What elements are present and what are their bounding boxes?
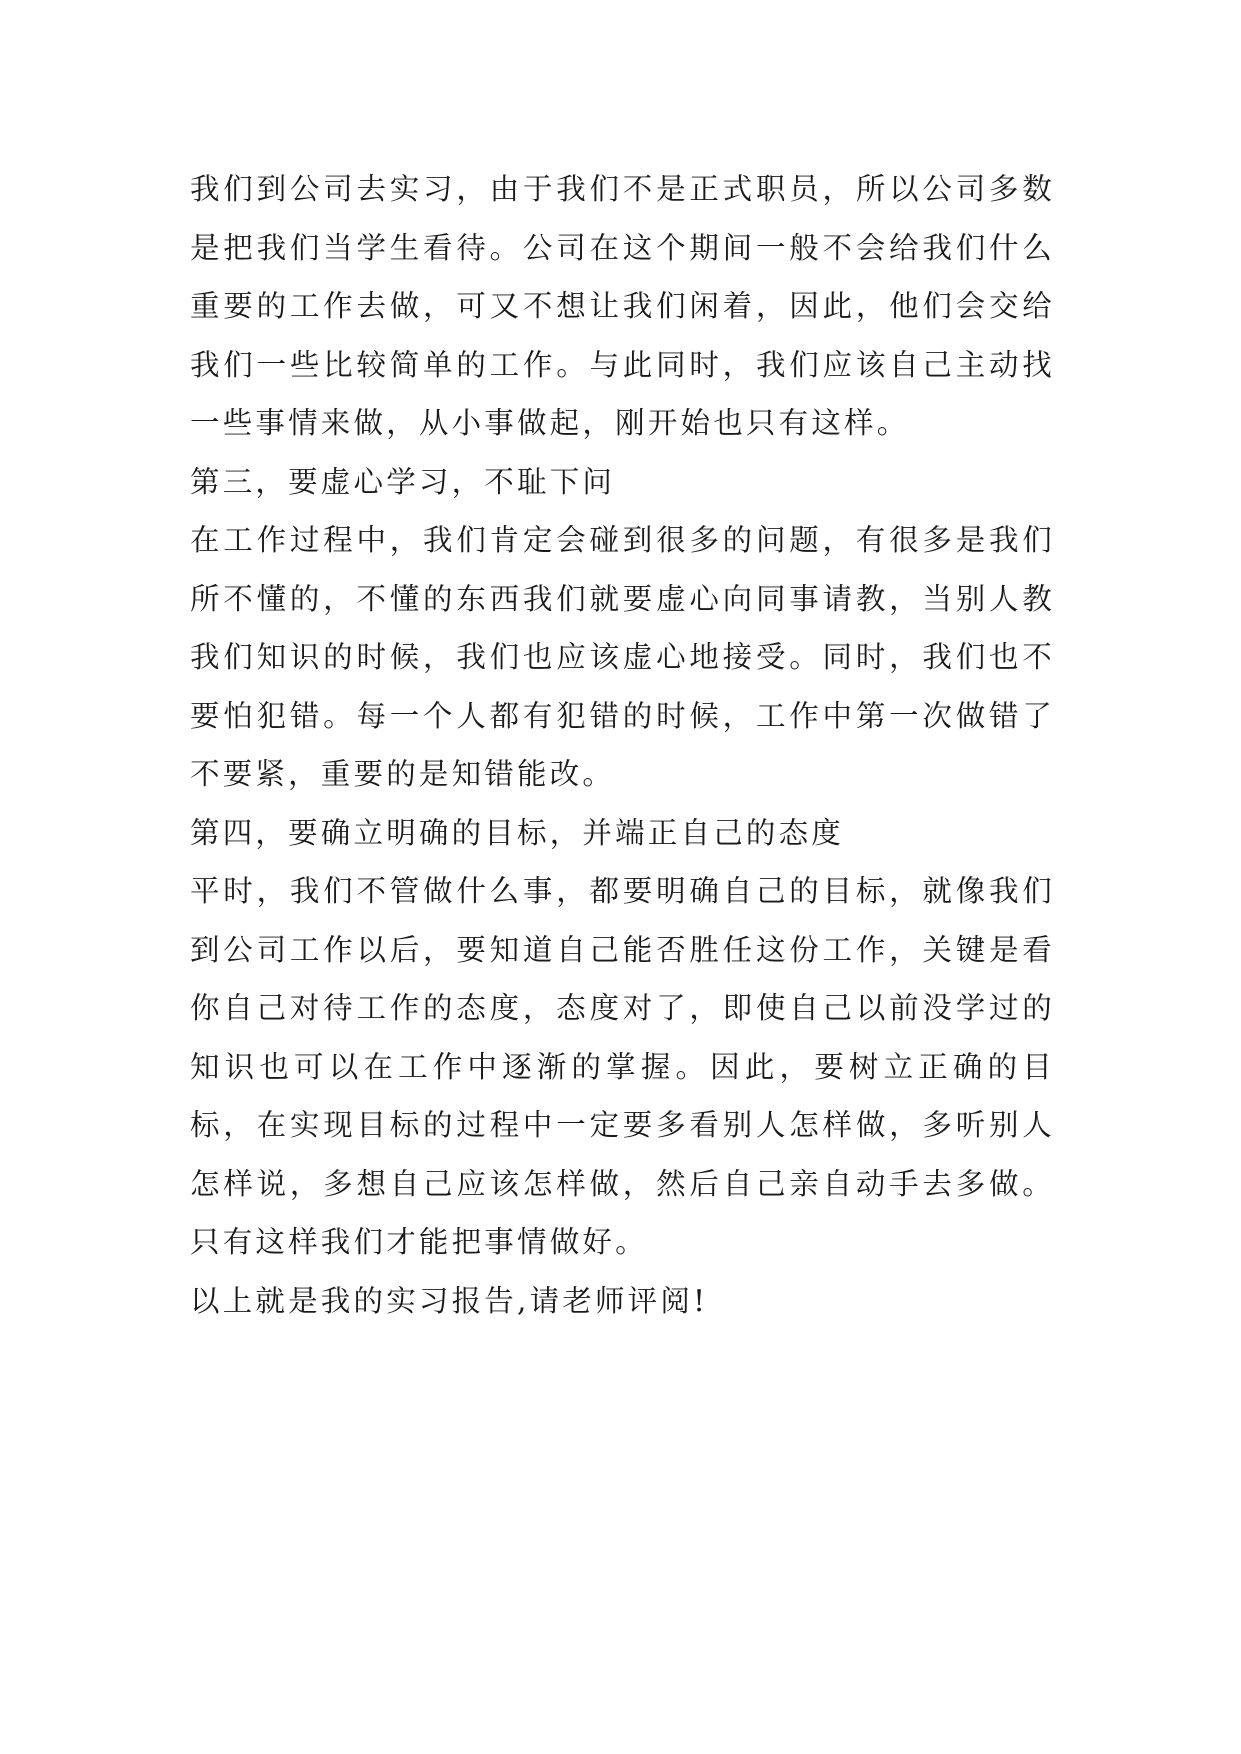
- paragraph-intro: 我们到公司去实习，由于我们不是正式职员，所以公司多数是把我们当学生看待。公司在这个期间一般不会给我们什么重要的工作去做，可又不想让我们闲着，因此，他们会交给我们一些比较简单的工作。与此同时，我们应该自己主动找一些事情来做，从小事做起，刚开始也只有这样。: [190, 172, 1055, 440]
- section-heading-fourth: 第四，要确立明确的目标，并端正自己的态度: [190, 815, 845, 850]
- document-body: [190, 160, 1055, 1330]
- paragraph-humble-learning: 在工作过程中，我们肯定会碰到很多的问题，有很多是我们所不懂的，不懂的东西我们就要虚心向同事请教，当别人教我们知识的时候，我们也应该虚心地接受。同时，我们也不要怕犯错。每一个人都有犯错的时候，工作中第一次做错了不要紧，重要的是知错能改。: [190, 523, 1055, 791]
- section-heading-third: 第三，要虚心学习，不耻下问: [190, 464, 616, 499]
- paragraph-closing: 以上就是我的实习报告,请老师评阅!: [190, 1283, 709, 1318]
- paragraph-clear-goals: 平时，我们不管做什么事，都要明确自己的目标，就像我们到公司工作以后，要知道自己能否胜任这份工作，关键是看你自己对待工作的态度，态度对了，即使自己以前没学过的知识也可以在工作中逐渐的掌握。因此，要树立正确的目标，在实现目标的过程中一定要多看别人怎样做，多听别人怎样说，多想自己应该怎样做，然后自己亲自动手去多做。只有这样我们才能把事情做好。: [190, 874, 1055, 1259]
